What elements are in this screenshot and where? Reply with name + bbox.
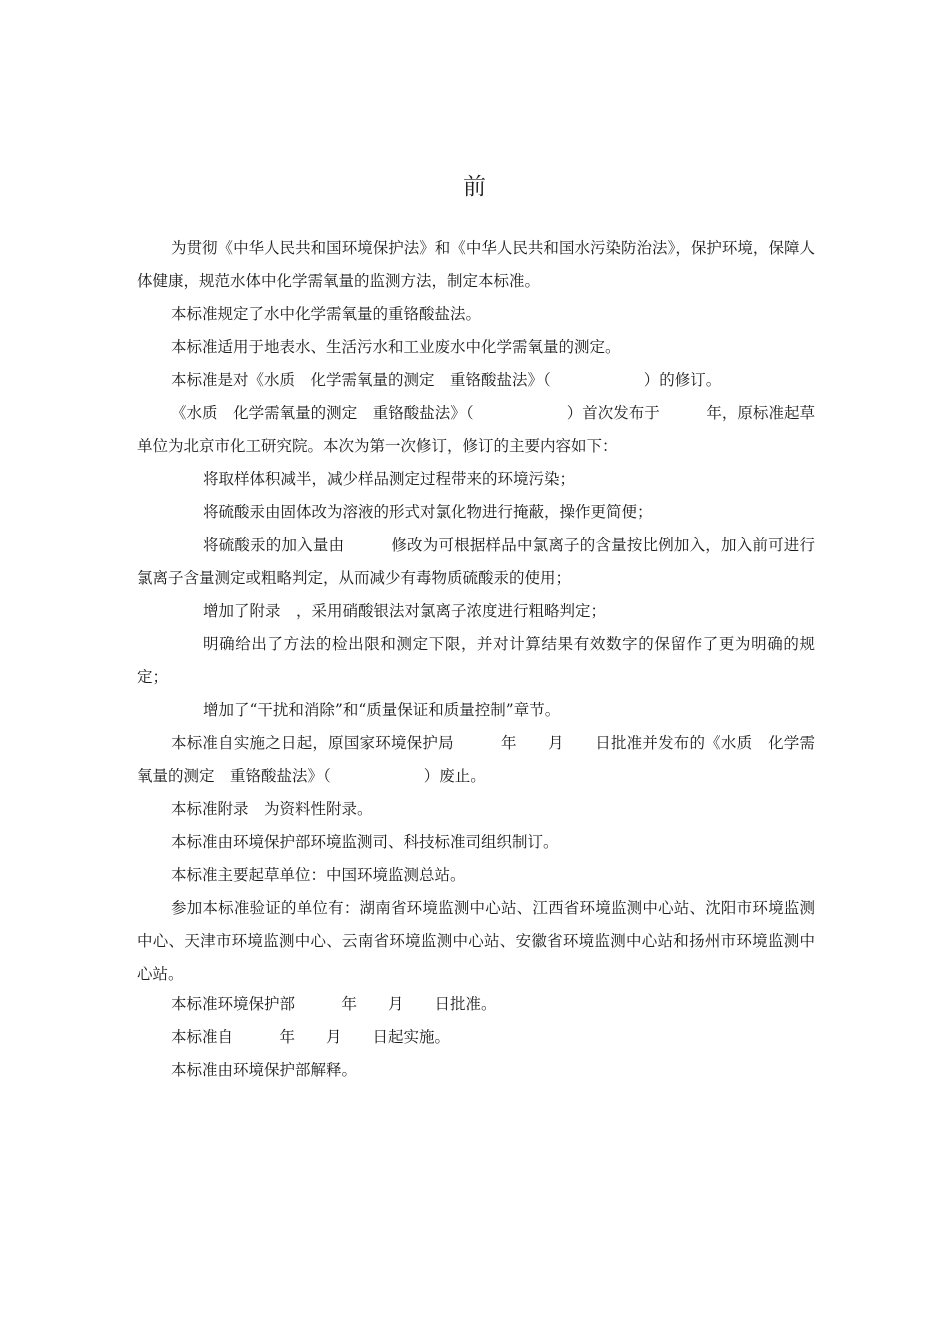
- paragraph-purpose: 为贯彻《中华人民共和国环境保护法》和《中华人民共和国水污染防治法》，保护环境，保障人体健康，规范水体中化学需氧量的监测方法，制定本标准。: [137, 239, 815, 290]
- paragraph-interpretation: 本标准由环境保护部解释。: [171, 1061, 358, 1079]
- list-item-new-sections: 增加了“干扰和消除”和“质量保证和质量控制”章节。: [203, 701, 561, 719]
- paragraph-appendix-info: 本标准附录 为资料性附录。: [171, 800, 373, 818]
- paragraph-applicability: 本标准适用于地表水、生活污水和工业废水中化学需氧量的测定。: [171, 338, 621, 356]
- page-title: 前: [463, 174, 487, 200]
- paragraph-approval: 本标准环境保护部 年 月 日批准。: [171, 995, 497, 1013]
- paragraph-organizer: 本标准由环境保护部环境监测司、科技标准司组织制订。: [171, 833, 559, 851]
- list-item-detection-limit: 明确给出了方法的检出限和测定下限，并对计算结果有效数字的保留作了更为明确的规定；: [137, 635, 815, 686]
- list-item-sample-volume: 将取样体积减半，减少样品测定过程带来的环境污染；: [203, 470, 576, 488]
- paragraph-drafting-unit: 本标准主要起草单位：中国环境监测总站。: [171, 866, 466, 884]
- paragraph-scope-method: 本标准规定了水中化学需氧量的重铬酸盐法。: [171, 305, 482, 323]
- list-item-mercury-solution: 将硫酸汞由固体改为溶液的形式对氯化物进行掩蔽，操作更简便；: [203, 503, 653, 521]
- list-item-mercury-amount: 将硫酸汞的加入量由 修改为可根据样品中氯离子的含量按比例加入，加入前可进行氯离子含量测定或粗略判定，从而减少有毒物质硫酸汞的使用；: [137, 536, 815, 587]
- paragraph-revision: 本标准是对《水质 化学需氧量的测定 重铬酸盐法》（ ）的修订。: [171, 371, 722, 389]
- paragraph-abolish: 本标准自实施之日起，原国家环境保护局 年 月 日批准并发布的《水质 化学需氧量的测定 重铬酸盐法》（ ）废止。: [137, 734, 815, 785]
- list-item-appendix: 增加了附录 ，采用硝酸银法对氯离子浓度进行粗略判定；: [203, 602, 607, 620]
- paragraph-history: 《水质 化学需氧量的测定 重铬酸盐法》（ ）首次发布于 年，原标准起草单位为北京市化工研究院。本次为第一次修订，修订的主要内容如下：: [137, 404, 815, 455]
- paragraph-effective-date: 本标准自 年 月 日起实施。: [171, 1028, 451, 1046]
- paragraph-verification-units: 参加本标准验证的单位有：湖南省环境监测中心站、江西省环境监测中心站、沈阳市环境监测中心、天津市环境监测中心、云南省环境监测中心站、安徽省环境监测中心站和扬州市环境监测中心站。: [137, 899, 815, 983]
